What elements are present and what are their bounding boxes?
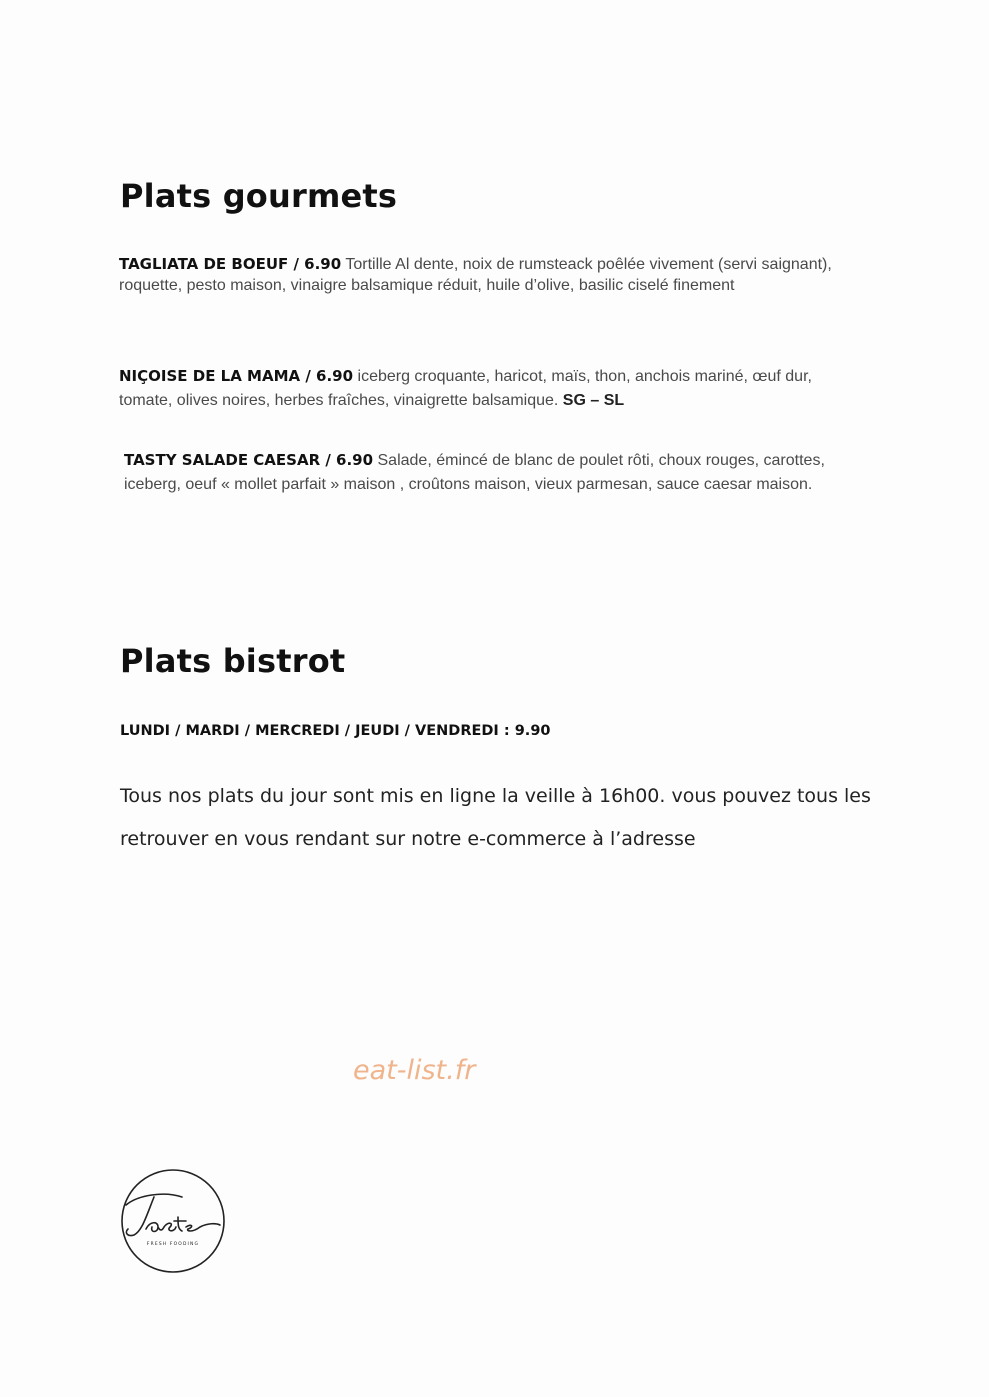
bistrot-days-price: LUNDI / MARDI / MERCREDI / JEUDI / VENDREDI : 9.90 bbox=[120, 723, 551, 739]
menu-item-nicoise bbox=[119, 364, 864, 413]
menu-item-tags: SG – SL bbox=[562, 392, 625, 409]
section-title-bistrot: Plats bistrot bbox=[120, 642, 346, 680]
menu-item-caesar bbox=[119, 449, 869, 496]
menu-item-description: iceberg croquante, haricot, maïs, thon, anchois mariné, œuf dur, tomate, olives noires, herbes fraîches, vinaigrette balsamique. bbox=[119, 368, 812, 409]
logo-tagline: FRESH FOODING bbox=[146, 1242, 200, 1247]
menu-item-name: TASTY SALADE CAESAR / 6.90 bbox=[124, 451, 374, 469]
menu-item-name: NIÇOISE DE LA MAMA / 6.90 bbox=[119, 367, 354, 385]
bistrot-info-text: Tous nos plats du jour sont mis en ligne la veille à 16h00. vous pouvez tous les retrouver en vous rendant sur notre e-commerce à l’adresse bbox=[120, 785, 871, 850]
menu-item-description: Salade, émincé de blanc de poulet rôti, choux rouges, carottes, iceberg, oeuf « mollet parfait » maison , croûtons maison, vieux parmesan, sauce caesar maison. bbox=[124, 452, 825, 493]
taste-logo bbox=[116, 1165, 230, 1277]
watermark: eat-list.fr bbox=[353, 1055, 476, 1086]
menu-item-name: TAGLIATA DE BOEUF / 6.90 bbox=[119, 255, 342, 273]
section-title-gourmets: Plats gourmets bbox=[120, 177, 398, 215]
menu-item-tagliata bbox=[119, 254, 864, 296]
menu-item-description: Tortille Al dente, noix de rumsteack poêlée vivement (servi saignant), roquette, pesto maison, vinaigre balsamique réduit, huile d’olive, basilic ciselé finement bbox=[119, 256, 832, 294]
